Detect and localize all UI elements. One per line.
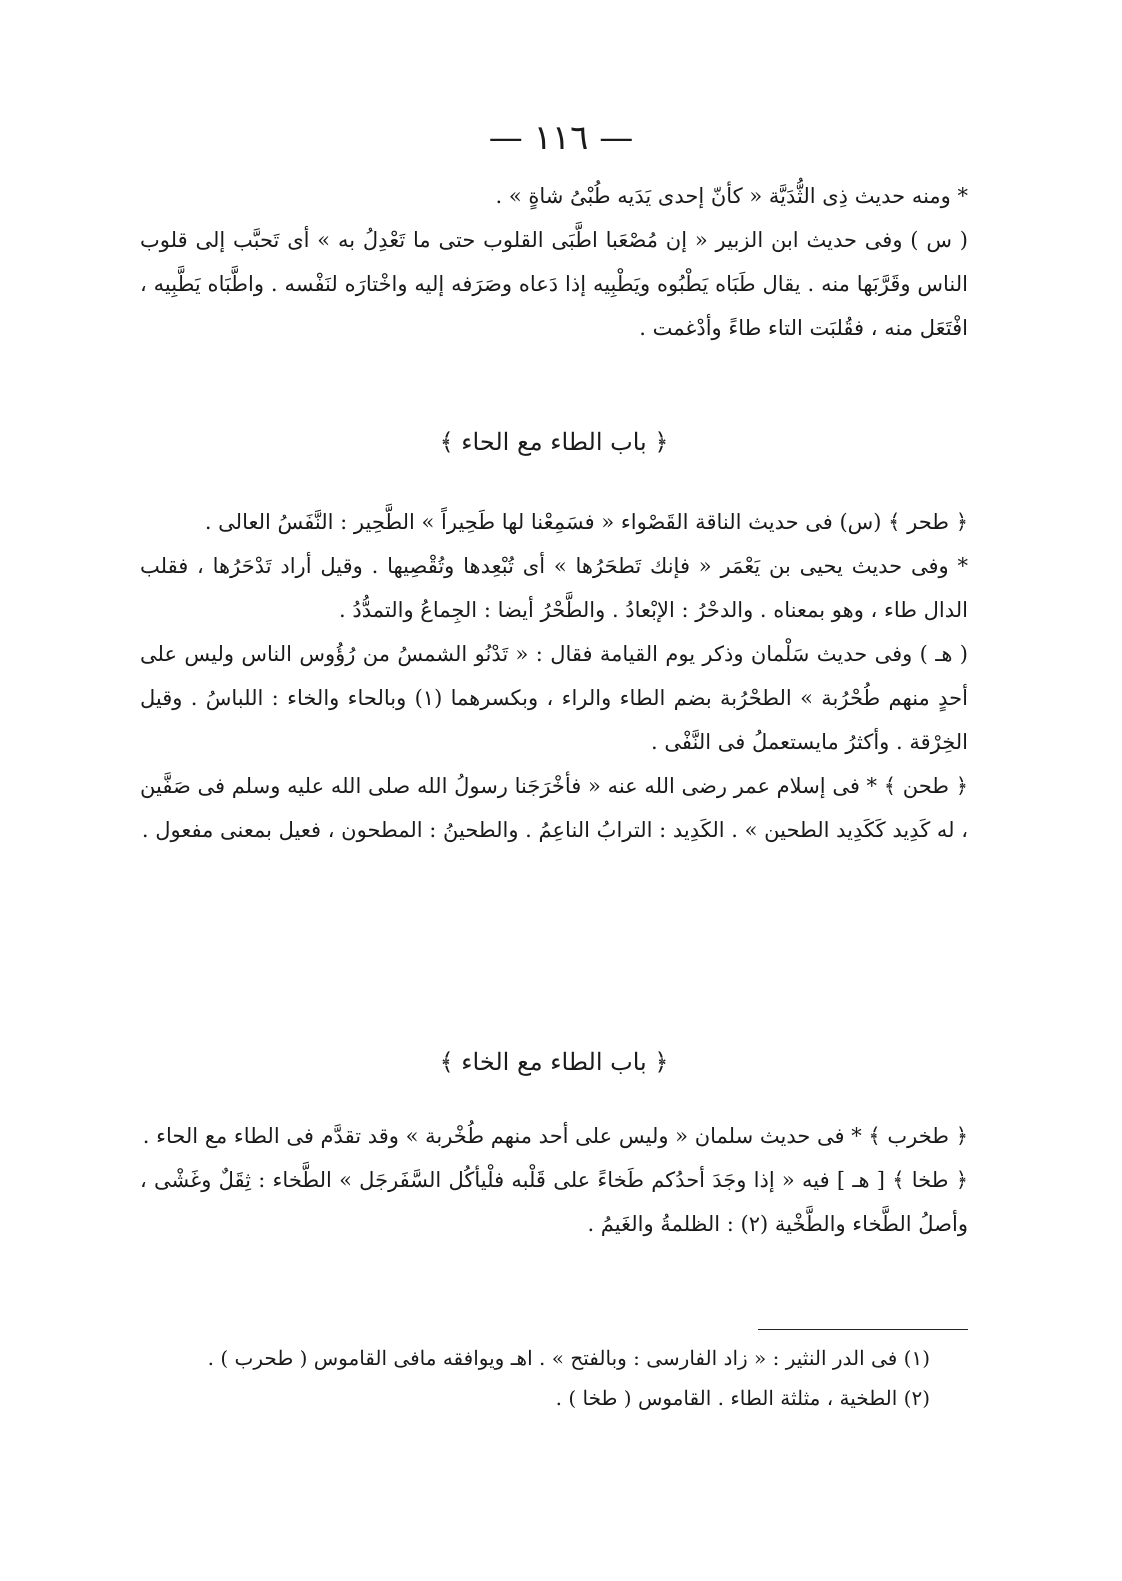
paragraph: ﴿ طحر ﴾ (س) فى حديث الناقة القَصْواء « فسَمِعْنا لها طَحِيراً » الطَّحِير : النَّفَسُ العالى . xyxy=(204,510,968,534)
footnote-divider xyxy=(758,1329,968,1330)
text-block-taa-khaa xyxy=(140,1114,968,1246)
paragraph: ﴿ طخا ﴾ [ هـ ] فيه « إذا وجَدَ أحدُكم طَخاءً على قَلْبه فلْيأكُل السَّفَرجَل » الطَّخاء : ثِقَلٌ وغَشْى ، وأصلُ الطَّخاء والطَّخْية (٢) : الظلمةُ والغَيمُ . xyxy=(140,1168,968,1236)
page-number: — ١١٦ — xyxy=(488,118,634,158)
footnote: (٢) الطخية ، مثلثة الطاء . القاموس ( طخا ) . xyxy=(555,1386,930,1410)
paragraph: * ومنه حديث ذِى الثُّدَيَّة « كأنّ إحدى يَدَيه طُبْىُ شاةٍ » . xyxy=(495,184,968,208)
text-block-intro xyxy=(140,174,968,350)
footnotes xyxy=(200,1338,930,1418)
paragraph: ﴿ طخرب ﴾ * فى حديث سلمان « وليس على أحد منهم طُخْربة » وقد تقدَّم فى الطاء مع الحاء . xyxy=(142,1124,968,1148)
paragraph: ﴿ طحن ﴾ * فى إسلام عمر رضى الله عنه « فأخْرَجَنا رسولُ الله صلى الله عليه وسلم فى صَفَّين ، له كَدِيد كَكَدِيد الطحين » . الكَدِيد : الترابُ الناعِمُ . والطحينُ : المطحون ، فعيل بمعنى مفعول . xyxy=(140,774,968,842)
section-heading-taa-khaa: ﴿ باب الطاء مع الخاء ﴾ xyxy=(439,1048,669,1076)
footnote: (١) فى الدر النثير : « زاد الفارسى : وبالفتح » . اهـ ويوافقه مافى القاموس ( طحرب ) . xyxy=(207,1346,930,1370)
paragraph: ( س ) وفى حديث ابن الزبير « إن مُصْعَبا اطَّبَى القلوب حتى ما تَعْدِلُ به » أى تَحبَّب إلى قلوب الناس وقَرَّبَها منه . يقال طَبَاه يَطْبُوه ويَطْبِيه إذا دَعاه وصَرَفه إليه واخْتارَه لنَفْسه . واطَّبَاه يَطَّبِيه ، افْتَعَل منه ، فقُلبَت التاء طاءً وأدْغمت . xyxy=(140,228,968,340)
section-heading-taa-haa: ﴿ باب الطاء مع الحاء ﴾ xyxy=(439,428,669,456)
text-block-taa-haa xyxy=(140,500,968,852)
paragraph: * وفى حديث يحيى بن يَعْمَر « فإنك تَطحَرُها » أى تُبْعِدها وتُقْصِيها . وقيل أراد تَدْحَرُها ، فقلب الدال طاء ، وهو بمعناه . والدحْرُ : الإبْعادُ . والطَّحْرُ أيضا : الجِماعُ والتمدُّدُ . xyxy=(140,554,968,622)
paragraph: ( هـ ) وفى حديث سَلْمان وذكر يوم القيامة فقال : « تَدْنُو الشمسُ من رُؤُوس الناس وليس على أحدٍ منهم طُحْرُبة » الطحْرُبة بضم الطاء والراء ، وبكسرهما (١) وبالحاء والخاء : اللباسُ . وقيل الخِرْقة . وأكثرُ مايستعملُ فى النَّفْى . xyxy=(140,642,968,754)
